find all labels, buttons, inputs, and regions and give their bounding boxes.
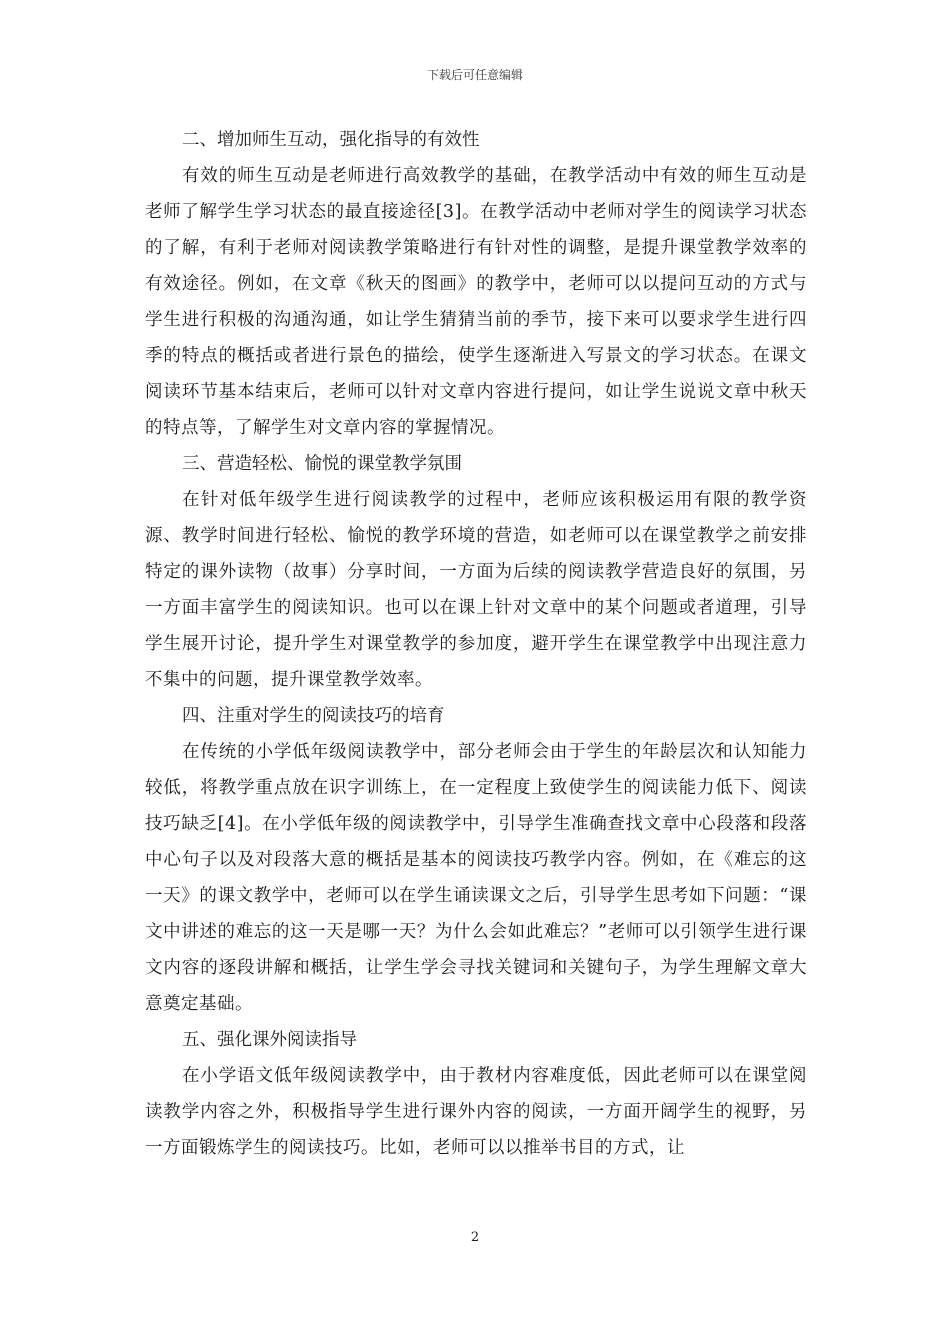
- header-note: 下载后可任意编辑: [426, 68, 523, 82]
- section-paragraph: 有效的师生互动是老师进行高效教学的基础，在教学活动中有效的师生互动是老师了解学生学习状态的最直接途径[3]。在教学活动中老师对学生的阅读学习状态的了解，有利于老师对阅读教学策略进行有针对性的调整，是提升课堂教学效率的有效途径。例如，在文章《秋天的图画》的教学中，老师可以以提问互动的方式与学生进行积极的沟通沟通，如让学生猜猜当前的季节，接下来可以要求学生进行四季的特点的概括或者进行景色的描绘，使学生逐渐进入写景文的学习状态。在课文阅读环节基本结束后，老师可以针对文章内容进行提问，如让学生说说文章中秋天的特点等，了解学生对文章内容的掌握情况。: [145, 166, 807, 438]
- section-heading: 三、营造轻松、愉悦的课堂教学氛围: [182, 454, 462, 474]
- section-paragraph: 在针对低年级学生进行阅读教学的过程中，老师应该积极运用有限的教学资源、教学时间进行轻松、愉悦的教学环境的营造，如老师可以在课堂教学之前安排特定的课外读物（故事）分享时间，一方面为后续的阅读教学营造良好的氛围，另一方面丰富学生的阅读知识。也可以在课上针对文章中的某个问题或者道理，引导学生展开讨论，提升学生对课堂教学的参加度，避开学生在课堂教学中出现注意力不集中的问题，提升课堂教学效率。: [145, 490, 807, 690]
- section-heading: 五、强化课外阅读指导: [182, 1030, 357, 1050]
- section-heading: 二、增加师生互动，强化指导的有效性: [182, 130, 480, 150]
- document-body: [145, 122, 807, 1166]
- section-paragraph: 在传统的小学低年级阅读教学中，部分老师会由于学生的年龄层次和认知能力较低，将教学重点放在识字训练上，在一定程度上致使学生的阅读能力低下、阅读技巧缺乏[4]。在小学低年级的阅读教学中，引导学生准确查找文章中心段落和段落中心句子以及对段落大意的概括是基本的阅读技巧教学内容。例如，在《难忘的这一天》的课文教学中，老师可以在学生诵读课文之后，引导学生思考如下问题：“课文中讲述的难忘的这一天是哪一天？为什么会如此难忘？”老师可以引领学生进行课文内容的逐段讲解和概括，让学生学会寻找关键词和关键句子，为学生理解文章大意奠定基础。: [145, 742, 807, 1014]
- section-paragraph: 在小学语文低年级阅读教学中，由于教材内容难度低，因此老师可以在课堂阅读教学内容之外，积极指导学生进行课外内容的阅读，一方面开阔学生的视野，另一方面锻炼学生的阅读技巧。比如，老师可以以推举书目的方式，让: [145, 1066, 807, 1158]
- section-heading: 四、注重对学生的阅读技巧的培育: [182, 706, 445, 726]
- page-number: 2: [470, 1230, 480, 1245]
